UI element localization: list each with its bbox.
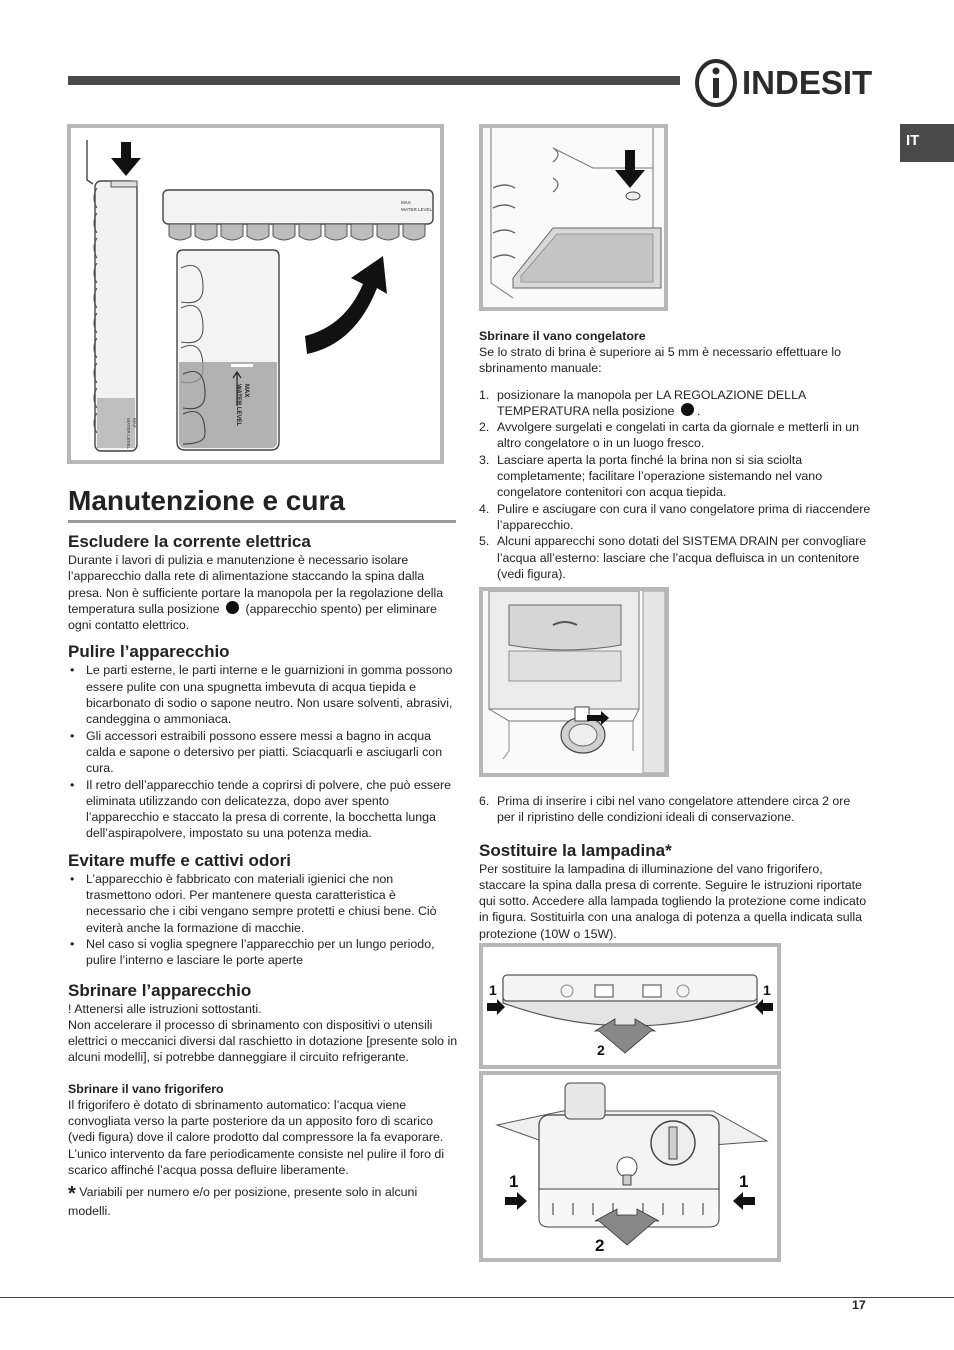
left-column bbox=[68, 532, 458, 1219]
list-item bbox=[479, 452, 871, 501]
step-number: 5. bbox=[479, 534, 490, 549]
step-number: 3. bbox=[479, 452, 490, 467]
lampadina-text: Per sostituire la lampadina di illuminazione del vano frigorifero, staccare la spina dalla presa di corrente. Seguire le istruzioni riportate qui sotto. Accedere alla lampada togliendo la protezione come indicato in figura. Sostituirla con una analoga di potenza a quella indicata sulla protezione (10W o 15W). bbox=[479, 861, 867, 941]
footnote bbox=[68, 1184, 458, 1219]
max-label-2: MAX bbox=[401, 200, 411, 205]
callout-2: 2 bbox=[595, 1236, 605, 1255]
step-text: Lasciare aperta la porta finché la brina non si sia sciolta completamente; facilitare l’operazione sistemando nel vano congelatore contenitori con acqua tiepida. bbox=[497, 452, 823, 500]
list-item bbox=[479, 419, 871, 452]
callout-1-left: 1 bbox=[489, 982, 497, 998]
step-text: Avvolgere surgelati e congelati in carta da giornale e metterli in un altro congelatore o in un luogo fresco. bbox=[497, 420, 860, 451]
water-level-label-2: WATER LEVEL bbox=[401, 207, 433, 212]
heading-pulire: Pulire l’apparecchio bbox=[68, 642, 230, 662]
lamp-cover-figure bbox=[479, 943, 781, 1069]
sbrinare-note: ! Attenersi alle istruzioni sottostanti. bbox=[68, 1001, 262, 1016]
footer-rule bbox=[0, 1297, 954, 1298]
step-number: 2. bbox=[479, 420, 490, 435]
callout-1-right: 1 bbox=[739, 1172, 749, 1191]
subheading-frigorifero: Sbrinare il vano frigorifero bbox=[68, 1081, 224, 1096]
page-number: 17 bbox=[852, 1298, 866, 1312]
escludere-text-a: Durante i lavori di pulizia e manutenzione è necessario isolare l’apparecchio dalla rete di alimentazione staccando la spina dalla presa. Non è sufficiente portare la manopola per la regolazione della temperatura sulla posizione bbox=[68, 553, 444, 616]
heading-sbrinare: Sbrinare l’apparecchio bbox=[68, 980, 252, 1000]
step-text: Alcuni apparecchi sono dotati del SISTEMA DRAIN per convogliare l’acqua all’esterno: lasciare che l’acqua defluisca in un contenitore (vedi figura). bbox=[497, 534, 867, 581]
list-item: • Nel caso si voglia spegnere l’apparecchio per un lungo periodo, pulire l’interno e lasciare le porte aperte bbox=[68, 936, 458, 969]
defrost-steps-cont bbox=[479, 793, 871, 826]
water-level-label-1: WATER LEVEL bbox=[126, 418, 131, 450]
max-label-1: MAX bbox=[132, 418, 137, 428]
subheading-congelatore: Sbrinare il vano congelatore bbox=[479, 329, 646, 343]
frigorifero-text: Il frigorifero è dotato di sbrinamento automatico: l’acqua viene convogliata verso la parte posteriore da un apposito foro di scarico (vedi figura) dove il calore prodotto dal compressore la fa evaporare. L’unico intervento da fare periodicamente consiste nel pulire il foro di scarico affinché l’acqua possa defluire liberamente. bbox=[68, 1097, 445, 1177]
list-item: • L’apparecchio è fabbricato con materiali igienici che non trasmettono odori. Per mantenere questa caratteristica è necessario che i cibi vengano sempre protetti e chiusi bene. Ciò eviterà anche la formazione di macchie. bbox=[68, 871, 458, 936]
callout-1-left: 1 bbox=[509, 1172, 519, 1191]
callout-2: 2 bbox=[597, 1042, 605, 1058]
step-text: Pulire e asciugare con cura il vano congelatore prima di riaccendere l’apparecchio. bbox=[497, 501, 871, 532]
off-dot-icon bbox=[681, 403, 694, 416]
lamp-replacement-figure bbox=[479, 1071, 781, 1262]
step-number: 4. bbox=[479, 501, 490, 516]
language-label: IT bbox=[906, 132, 920, 149]
escludere-text bbox=[68, 552, 458, 633]
pulire-list bbox=[68, 662, 458, 841]
brand-name: INDESIT bbox=[742, 64, 873, 101]
freezer-figure bbox=[479, 124, 668, 311]
page-title: Manutenzione e cura bbox=[68, 484, 456, 523]
footnote-star: * bbox=[68, 1183, 76, 1206]
heading-lampadina: Sostituire la lampadina* bbox=[479, 840, 672, 860]
drain-system-figure bbox=[479, 587, 669, 777]
heading-evitare: Evitare muffe e cattivi odori bbox=[68, 850, 291, 870]
max-label-3: MAX bbox=[243, 384, 249, 398]
ice-tray-figure bbox=[67, 124, 444, 464]
list-item bbox=[479, 793, 871, 826]
right-column-top bbox=[479, 328, 871, 582]
heading-escludere: Escludere la corrente elettrica bbox=[68, 532, 311, 551]
list-item: • Il retro dell’apparecchio tende a coprirsi di polvere, che può essere eliminata utilizzando con delicatezza, dopo aver spento l’apparecchio e staccato la presa di corrente, la bocchetta lunga dell’aspirapolvere, impostato su una potenza media. bbox=[68, 777, 458, 842]
sbrinare-text: Non accelerare il processo di sbrinamento con dispositivi o utensili elettrici o meccanici diversi dal raschietto in dotazione [presente solo in alcuni modelli], si potrebbe danneggiare il circuito refrigerante. bbox=[68, 1017, 458, 1065]
footnote-text: Variabili per numero e/o per posizione, presente solo in alcuni modelli. bbox=[68, 1185, 418, 1218]
list-item bbox=[479, 501, 871, 534]
step-text: Prima di inserire i cibi nel vano congelatore attendere circa 2 ore per il ripristino delle condizioni ideali di conservazione. bbox=[497, 794, 851, 825]
list-item bbox=[479, 533, 871, 582]
defrost-steps bbox=[479, 387, 871, 583]
step-number: 6. bbox=[479, 794, 490, 808]
callout-1-right: 1 bbox=[763, 982, 771, 998]
list-item bbox=[479, 387, 871, 420]
header-rule bbox=[68, 76, 680, 85]
water-level-label-3: WATER LEVEL bbox=[235, 384, 241, 427]
language-tab bbox=[900, 124, 954, 162]
step-text: posizionare la manopola per LA REGOLAZIONE DELLA TEMPERATURA nella posizione bbox=[497, 387, 806, 418]
congelatore-intro: Se lo strato di brina è superiore ai 5 mm è necessario effettuare lo sbrinamento manuale: bbox=[479, 345, 842, 376]
step-text-end: . bbox=[696, 403, 701, 418]
evitare-list bbox=[68, 871, 458, 969]
list-item: • Le parti esterne, le parti interne e le guarnizioni in gomma possono essere pulite con una spugnetta imbevuta di acqua tiepida e bicarbonato di sodio o sapone neutro. Non usare solventi, abrasivi, candeggina o ammoniaca. bbox=[68, 662, 458, 727]
off-dot-icon bbox=[226, 601, 239, 614]
step-number: 1. bbox=[479, 387, 490, 402]
list-item: • Gli accessori estraibili possono essere messi a bagno in acqua calda e sapone o detersivo per piatti. Sciacquarli e asciugarli con cura. bbox=[68, 728, 458, 777]
indesit-logo bbox=[694, 58, 874, 108]
escludere-text-b: (apparecchio spento) per eliminare ogni contatto elettrico. bbox=[68, 601, 437, 633]
right-column-bottom bbox=[479, 793, 871, 942]
